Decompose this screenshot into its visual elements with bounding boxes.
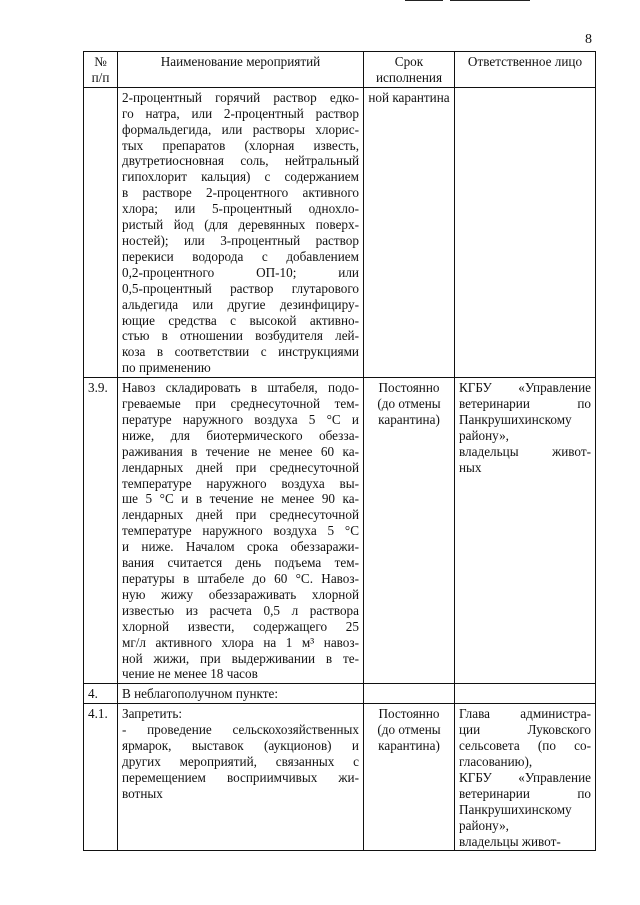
measure-description-line: ющие средства с высокой активно- (122, 312, 359, 328)
measure-description-line: 2-процентный горячий раствор едко- (122, 89, 359, 105)
header-number (84, 52, 118, 88)
row-number (84, 87, 118, 377)
measure-description-line: двутретиосновная соль, нейтральный (122, 153, 359, 169)
responsible-person (455, 684, 596, 704)
measures-table (83, 51, 596, 851)
measure-description-line: известью из расчета 0,5 л раствора (122, 602, 359, 618)
execution-term-line: Постоянно (378, 380, 440, 396)
measure-description-line: в растворе 2-процентного активного (122, 185, 359, 201)
measure-description-line: хлорной извести, содержащего 25 (122, 618, 359, 634)
row-number: 3.9. (84, 378, 118, 684)
measure-description-line: альдегида или другие дезинфициру- (122, 296, 359, 312)
measure-description-line: формальдегида, или растворы хлорис- (122, 121, 359, 137)
row-number: 4. (84, 684, 118, 704)
responsible-person-line: ных (459, 459, 482, 475)
header-term-line2: исполнения (375, 69, 443, 85)
measure-description-line: хлора; или 5-процентный однохло- (122, 201, 359, 217)
header-number-line2: п/п (91, 69, 110, 85)
header-number-line1: № (94, 54, 107, 69)
table-row (84, 704, 596, 851)
responsible-person (455, 87, 596, 377)
measure-description-line: коза в соответствии с инструкциями (122, 344, 359, 360)
header-term-line1: Срок (394, 54, 424, 69)
measure-description-line: лендарных дней при среднесуточной (122, 507, 359, 523)
header-term (364, 52, 455, 88)
responsible-person-line: Панкрушихинскому (459, 801, 572, 817)
responsible-person-line: району», (459, 817, 509, 833)
execution-term-line: карантина) (378, 411, 440, 427)
table-body (84, 87, 596, 851)
page-number: 8 (585, 32, 592, 47)
execution-term (364, 87, 455, 377)
measure-description-line: мг/л активного хлора на 1 м³ навоз- (122, 634, 359, 650)
measure-description (118, 684, 364, 704)
measure-description-line: пературы в штабеле до 60 °С. Навоз- (122, 571, 359, 586)
responsible-person-line: владельцы живот- (459, 833, 561, 849)
top-edge-mark-left (405, 0, 443, 1)
responsible-person-line: району», (459, 427, 509, 443)
measure-description-line: ностей); или 3-процентный раствор (122, 232, 359, 248)
responsible-person-line: ветеринарии по (459, 785, 591, 801)
measure-description-line: и ниже. Началом срока обеззаражи- (122, 539, 359, 555)
responsible-person-line: КГБУ «Управление (459, 769, 591, 785)
measure-description-line: пературе наружного воздуха 5 °С и (122, 411, 359, 427)
measure-description-line: чение не менее 18 часов (122, 666, 258, 682)
execution-term-line: (до отмены (377, 396, 441, 412)
execution-term (364, 704, 455, 851)
measure-description-line: по применению (122, 360, 211, 376)
measure-description-line: Навоз складировать в штабеля, подо- (122, 380, 359, 396)
measure-description-line: го натра, или 2-процентный раствор (122, 105, 359, 121)
table-row (84, 378, 596, 684)
execution-term-line: карантина) (378, 738, 440, 754)
measure-description-line: ной жижи, при выдерживании в те- (122, 650, 359, 666)
measure-description-line: вания считается день подъема тем- (122, 555, 359, 571)
measure-description-line: греваемые при среднесуточной тем- (122, 396, 359, 412)
measure-description-line: тых препаратов (хлорная известь, (122, 137, 359, 153)
measure-description-line: 0,2-процентного ОП-10; или (122, 264, 359, 280)
measure-description-line: 0,5-процентный раствор глутарового (122, 280, 359, 296)
measure-description-line: Запретить: (122, 706, 183, 722)
execution-term-line: (до отмены (377, 722, 441, 738)
responsible-person-line: Глава администра- (459, 706, 591, 722)
table-row (84, 684, 596, 704)
measure-description (118, 87, 364, 377)
responsible-person-line: гласованию), (459, 753, 533, 769)
measure-description-line: лендарных дней при среднесуточной (122, 459, 359, 475)
measure-description-line: перекиси водорода с добавлением (122, 248, 359, 264)
measure-description-line: раживания в течение не менее 60 ка- (122, 443, 359, 459)
measure-description-line: ше 5 °С и в течение не менее 90 ка- (122, 491, 359, 507)
measure-description (118, 378, 364, 684)
table-header-row (84, 52, 596, 88)
execution-term (364, 378, 455, 684)
measure-description-line: ную жижу обеззараживать хлорной (122, 586, 359, 602)
execution-term (364, 684, 455, 704)
responsible-person-line: ветеринарии по (459, 396, 591, 412)
measure-description-line: ниже, для биотермического обезза- (122, 427, 359, 443)
measure-description-line: других мероприятий, связанных с (122, 753, 359, 769)
measure-description-line: - проведение сельскохозяйственных (122, 722, 359, 738)
responsible-person-line: сельсовета (по со- (459, 738, 591, 754)
row-number: 4.1. (84, 704, 118, 851)
measure-description-line: вотных (122, 785, 163, 801)
measure-description-line: В неблагополучном пункте: (122, 686, 279, 702)
table-row (84, 87, 596, 377)
measure-description-line: температуре наружного воздуха вы- (122, 475, 359, 491)
measure-description-line: перемещением восприимчивых жи- (122, 769, 359, 785)
header-name: Наименование мероприятий (118, 52, 364, 88)
measure-description-line: ристый йод (для деревянных поверх- (122, 217, 359, 233)
responsible-person-line: владельцы живот- (459, 443, 591, 459)
measure-description (118, 704, 364, 851)
responsible-person (455, 378, 596, 684)
execution-term-line: ной карантина (368, 89, 450, 105)
measure-description-line: ярмарок, выставок (аукционов) и (122, 738, 359, 754)
measure-description-line: гипохлорит кальция) с содержанием (122, 169, 359, 185)
responsible-person-line: КГБУ «Управление (459, 380, 591, 396)
responsible-person-line: Панкрушихинскому (459, 411, 572, 427)
execution-term-line: Постоянно (378, 706, 440, 722)
measure-description-line: стью в отношении возбудителя лей- (122, 328, 359, 344)
responsible-person (455, 704, 596, 851)
responsible-person-line: ции Луковского (459, 722, 591, 738)
measure-description-line: температуре наружного воздуха 5 °С (122, 523, 359, 539)
header-responsible: Ответственное лицо (455, 52, 596, 88)
top-edge-mark-right (450, 0, 530, 1)
